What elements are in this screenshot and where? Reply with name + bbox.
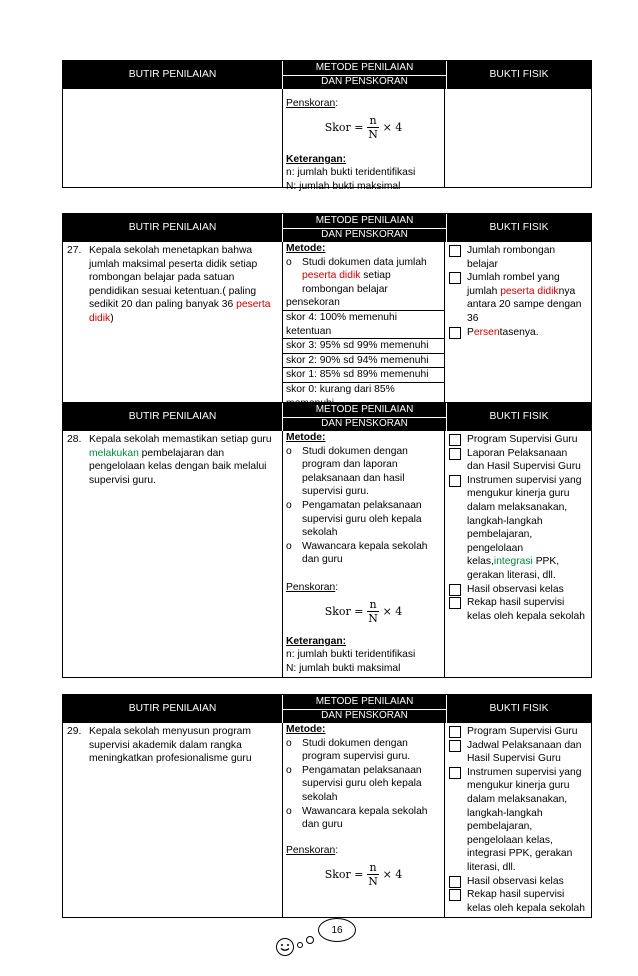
formula-num: n	[369, 860, 377, 874]
header-bukti: BUKTI FISIK	[489, 222, 549, 234]
bukti-text-green: integrasi	[493, 556, 533, 568]
thought-dot-small	[297, 942, 303, 948]
header-bukti: BUKTI FISIK	[489, 69, 549, 81]
checkbox-icon	[449, 597, 461, 609]
butir-text-b: )	[110, 312, 114, 324]
checkbox-icon	[449, 726, 461, 738]
metode-label: Metode:	[286, 243, 326, 254]
header-butir: BUTIR PENILAIAN	[128, 703, 217, 715]
bukti-text: Rekap hasil supervisi kelas oleh kepala sekolah	[467, 597, 585, 622]
bukti-text: Hasil observasi kelas	[467, 875, 564, 887]
bullet: o	[286, 764, 292, 776]
header-butir: BUTIR PENILAIAN	[128, 411, 217, 423]
header-bukti: BUKTI FISIK	[489, 703, 549, 715]
colon: :	[335, 581, 339, 593]
skor-line: skor 3: 95% sd 99% memenuhi	[283, 338, 444, 353]
keterangan-N: N: jumlah bukti maksimal	[286, 180, 401, 192]
colon: :	[335, 98, 339, 109]
checkbox-icon	[449, 767, 461, 779]
checkbox-icon	[449, 584, 461, 596]
metode-cell	[282, 723, 445, 917]
bukti-cell	[445, 242, 591, 412]
bukti-item	[449, 326, 587, 340]
metode-cell	[282, 431, 445, 677]
butir-cell	[63, 723, 282, 917]
keterangan-n: n: jumlah bukti teridentifikasi	[286, 167, 416, 179]
bukti-text-red: ersen	[473, 326, 500, 338]
bukti-text: Program Supervisi Guru	[467, 434, 578, 445]
keterangan-label: Keterangan:	[286, 153, 347, 165]
bukti-text-b: PPK, gerakan literasi, dll.	[467, 556, 560, 581]
metode-item	[286, 499, 441, 540]
header-metode	[282, 695, 447, 723]
header-metode-line1: METODE PENILAIAN	[283, 404, 446, 418]
checkbox-icon	[449, 327, 461, 339]
metode-item	[286, 764, 441, 805]
bukti-item	[449, 875, 587, 889]
checkbox-icon	[449, 434, 461, 446]
table-item-28	[62, 402, 592, 678]
bullet: o	[286, 256, 292, 268]
metode-text: Pengamatan pelaksanaan supervisi guru oleh kepala sekolah	[302, 764, 422, 803]
thought-dot-large	[306, 936, 314, 944]
header-butir: BUTIR PENILAIAN	[128, 69, 217, 81]
metode-text: Pengamatan pelaksanaan supervisi guru oleh kepala sekolah	[302, 499, 422, 539]
m1-b: setiap rombongan belajar	[302, 270, 391, 295]
bukti-text-a: Jumlah rombel yang jumlah	[467, 272, 560, 297]
butir-text-a: Kepala sekolah menetapkan bahwa jumlah maksimal peserta didik setiap rombongan belajar pada satuan pendidikan sesuai ketentuan.( paling sedikit 20 dan paling banyak 36	[89, 245, 258, 311]
butir-cell	[63, 89, 282, 187]
bukti-item	[449, 725, 587, 739]
formula-fraction	[367, 598, 378, 625]
metode-list	[286, 737, 441, 832]
metode-item	[286, 256, 441, 297]
formula-left: Skor =	[324, 120, 364, 134]
checkbox-icon	[449, 876, 461, 888]
butir-text	[89, 433, 278, 487]
bukti-item	[449, 244, 587, 271]
keterangan-label: Keterangan:	[286, 635, 347, 647]
bullet: o	[286, 499, 292, 511]
checkbox-icon	[449, 448, 461, 460]
bukti-cell	[445, 431, 591, 677]
keterangan-n: n: jumlah bukti teridentifikasi	[286, 649, 416, 661]
header-metode	[282, 61, 447, 89]
metode-label: Metode:	[286, 724, 326, 735]
metode-text: Wawancara kepala sekolah dan guru	[302, 805, 428, 831]
bukti-text: Hasil observasi kelas	[467, 583, 564, 595]
bukti-text-b: tasenya.	[499, 326, 539, 338]
skor-line: skor 1: 85% sd 89% memenuhi	[283, 367, 444, 382]
butir-text	[89, 244, 278, 326]
formula-left: Skor =	[324, 867, 364, 881]
header-metode-line1: METODE PENILAIAN	[283, 62, 446, 76]
checkbox-icon	[449, 475, 461, 487]
header-metode-line2: DAN PENSKORAN	[321, 710, 408, 721]
bukti-text: Program Supervisi Guru	[467, 726, 578, 737]
skor-line: skor 0: kurang dari 85%	[283, 382, 444, 410]
penskoran-label: Penskoran	[286, 581, 336, 593]
bukti-cell	[445, 723, 591, 917]
bukti-cell	[445, 89, 591, 187]
butir-text-b: pembelajaran dan pengelolaan kelas dengan baik melalui supervisi guru.	[89, 447, 267, 486]
butir-text-red: peserta didik	[89, 299, 271, 324]
table-header	[63, 214, 591, 242]
bullet: o	[286, 445, 292, 457]
formula-den: N	[368, 612, 378, 626]
table-item-27	[62, 213, 592, 413]
item-number: 29.	[67, 726, 82, 737]
bukti-item	[449, 433, 587, 447]
page-number: 16	[318, 918, 356, 942]
butir-text-a: Kepala sekolah memastikan setiap guru	[89, 434, 272, 445]
checkbox-icon	[449, 889, 461, 901]
keterangan-N: N: jumlah bukti maksimal	[286, 662, 401, 674]
m1-red: peserta didik	[302, 270, 361, 282]
formula-den: N	[368, 874, 378, 888]
table-header	[63, 695, 591, 723]
formula-right: × 4	[382, 867, 403, 881]
metode-item	[286, 445, 441, 499]
bukti-item	[449, 888, 587, 915]
metode-list	[286, 445, 441, 567]
bukti-text: Jumlah rombongan belajar	[467, 245, 556, 270]
formula-den: N	[368, 128, 378, 142]
butir-cell	[63, 242, 282, 412]
m1-a: Studi dokumen data jumlah	[302, 256, 427, 268]
butir-cell	[63, 431, 282, 677]
header-metode-line2: DAN PENSKORAN	[321, 76, 408, 87]
score-formula	[286, 595, 441, 629]
item-number: 27.	[67, 245, 82, 256]
header-metode-line2: DAN PENSKORAN	[321, 418, 408, 429]
metode-item	[286, 540, 441, 567]
metode-item	[286, 737, 441, 764]
penskoran-label: Penskoran	[286, 98, 336, 109]
header-metode	[282, 403, 447, 431]
metode-cell	[282, 89, 445, 192]
table-header	[63, 61, 591, 89]
bukti-text: Laporan Pelaksanaan dan Hasil Supervisi Guru	[467, 447, 581, 473]
header-metode-line1: METODE PENILAIAN	[283, 215, 446, 229]
skor-list	[286, 310, 441, 410]
formula-right: × 4	[382, 120, 403, 134]
bukti-text-red: peserta didik	[500, 285, 559, 297]
bukti-text-a: Instrumen supervisi yang mengukur kinerja guru dalam melaksanakan, langkah-langkah pembelajaran, pengelolaan kelas,	[467, 474, 582, 568]
bullet: o	[286, 540, 292, 552]
header-metode-line2: DAN PENSKORAN	[321, 229, 408, 240]
checkbox-icon	[449, 272, 461, 284]
skor-line: skor 2: 90% sd 94% memenuhi	[283, 353, 444, 368]
metode-text: Wawancara kepala sekolah dan guru	[302, 540, 428, 566]
butir-text-green: melakukan	[89, 447, 139, 459]
butir-text: Kepala sekolah menyusun program supervisi akademik dalam rangka meningkatkan profesionalisme guru	[89, 726, 252, 765]
formula-fraction	[367, 861, 378, 888]
bukti-text: Jadwal Pelaksanaan dan Hasil Supervisi Guru	[467, 739, 582, 765]
bukti-item	[449, 583, 587, 597]
formula-num: n	[369, 114, 377, 128]
formula-num: n	[369, 598, 377, 612]
metode-list	[286, 256, 441, 297]
header-metode	[282, 214, 447, 242]
score-formula	[286, 111, 441, 145]
formula-left: Skor =	[324, 604, 364, 618]
penskoran-label: Penskoran	[286, 844, 336, 856]
table-continuation	[62, 60, 592, 192]
formula-fraction	[367, 114, 378, 141]
bukti-text-a: P	[467, 326, 474, 338]
bukti-text-b: nya antara 20 sampe dengan 36	[467, 285, 582, 324]
metode-text: Studi dokumen dengan program dan laporan pelaksanaan dan hasil supervisi guru.	[302, 445, 408, 498]
bukti-text: Instrumen supervisi yang mengukur kinerja guru dalam melaksanakan, langkah-langkah pembelajaran, pengelolaan kelas, integrasi PPK, gerakan literasi, dll.	[467, 766, 582, 873]
metode-text: Studi dokumen dengan program supervisi guru.	[302, 737, 411, 763]
skor-line: skor 4: 100% memenuhi ketentuan	[283, 310, 444, 338]
bukti-item	[449, 596, 587, 623]
header-butir: BUTIR PENILAIAN	[128, 222, 217, 234]
table-item-29	[62, 694, 592, 918]
bukti-item	[449, 271, 587, 325]
checkbox-icon	[449, 740, 461, 752]
bukti-item	[449, 474, 587, 583]
bukti-item	[449, 739, 587, 766]
smiley-icon	[276, 938, 294, 956]
colon: :	[335, 844, 339, 856]
item-number: 28.	[67, 434, 82, 445]
metode-cell	[282, 242, 445, 412]
metode-label: Metode:	[286, 432, 326, 443]
bullet: o	[286, 805, 292, 817]
bukti-text: Rekap hasil supervisi kelas oleh kepala sekolah	[467, 889, 585, 914]
formula-right: × 4	[382, 604, 403, 618]
metode-item	[286, 805, 441, 832]
header-bukti: BUKTI FISIK	[489, 411, 549, 423]
bukti-item	[449, 766, 587, 875]
table-header	[63, 403, 591, 431]
bullet: o	[286, 737, 292, 749]
checkbox-icon	[449, 245, 461, 257]
pensekoran-label: pensekoran	[286, 297, 340, 309]
header-metode-line1: METODE PENILAIAN	[283, 696, 446, 710]
bukti-item	[449, 447, 587, 474]
score-formula	[286, 857, 441, 891]
